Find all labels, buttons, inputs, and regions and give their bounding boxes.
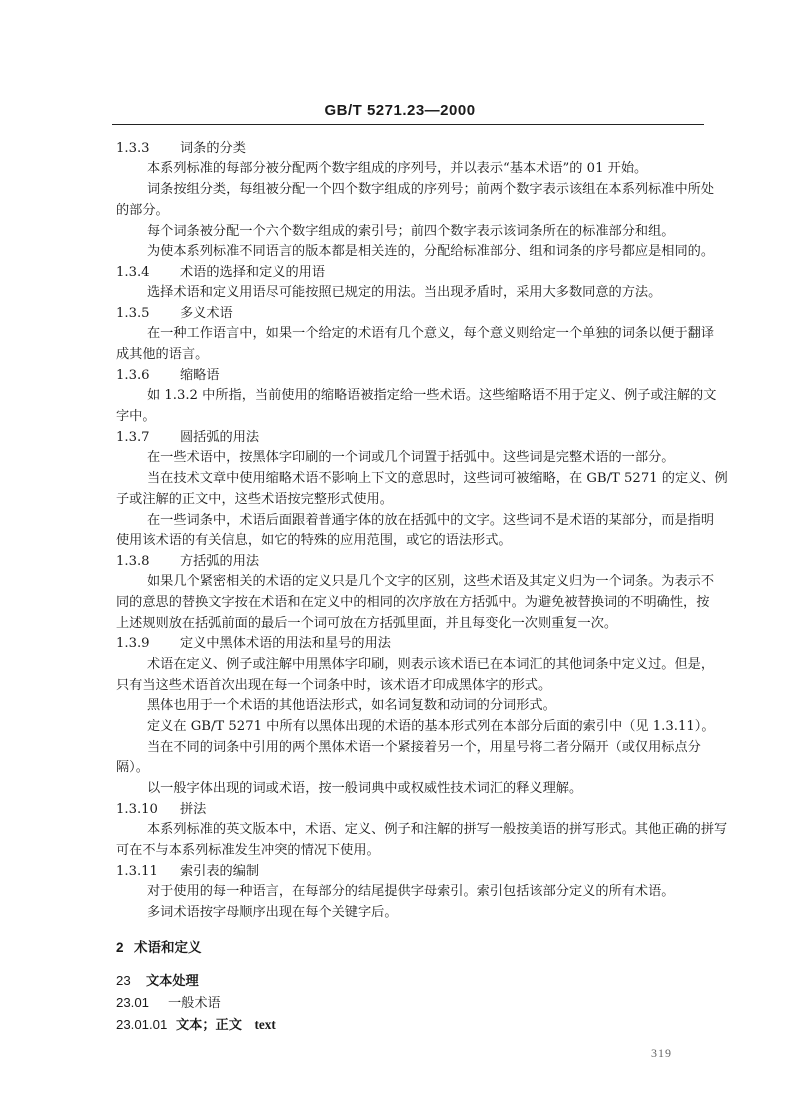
paragraph: 以一般字体出现的词或术语，按一般词典中或权威性技术词汇的释义理解。 [147,781,583,796]
paragraph: 对于使用的每一种语言，在每部分的结尾提供字母索引。索引包括该部分定义的所有术语。 [147,884,675,899]
paragraph: 在一些词条中，术语后面跟着普通字体的放在括弧中的文字。这些词不是术语的某部分，而是指明 [147,513,715,528]
section-title: 术语的选择和定义的用语 [180,265,326,280]
paragraph: 多词术语按字母顺序出现在每个关键字后。 [147,905,398,920]
section-title: 圆括弧的用法 [180,430,260,445]
section-title: 方括弧的用法 [180,554,260,569]
section-title: 拼法 [180,802,207,817]
section-heading-1-3-10 [116,801,206,819]
paragraph-continuation: 字中。 [116,409,156,424]
document-header: GB/T 5271.23—2000 [324,102,476,119]
section-heading-1-3-11 [116,863,259,881]
section-number: 1.3.7 [116,430,150,445]
section-heading-1-3-6 [116,367,220,385]
subgroup-title: 一般术语 [168,996,221,1011]
section-number: 1.3.11 [116,864,158,879]
section-heading-1-3-8 [116,553,259,571]
chapter-title: 术语和定义 [134,940,202,956]
paragraph-continuation: 成其他的语言。 [116,347,209,362]
paragraph: 在一种工作语言中，如果一个给定的术语有几个意义，每个意义则给定一个单独的词条以便于翻译 [147,326,715,341]
paragraph: 黑体也用于一个术语的其他语法形式，如名词复数和动词的分词形式。 [147,698,556,713]
section-heading-1-3-3 [116,140,246,158]
section-heading-1-3-4 [116,264,325,282]
paragraph: 本系列标准的每部分被分配两个数字组成的序列号，并以表示“基本术语”的 01 开始。 [147,161,648,176]
page-number: 319 [651,1046,672,1060]
group-number: 23 [116,973,131,988]
paragraph-continuation: 可在不与本系列标准发生冲突的情况下使用。 [116,843,380,858]
paragraph: 本系列标准的英文版本中，术语、定义、例子和注解的拼写一般按美语的拼写形式。其他正确的拼写 [147,822,728,837]
term-entry [116,1016,276,1035]
subgroup-heading [116,994,221,1013]
paragraph: 如 1.3.2 中所指，当前使用的缩略语被指定给一些术语。这些缩略语不用于定义、例子或注解的文 [147,388,717,403]
paragraph: 每个词条被分配一个六个数字组成的索引号；前四个数字表示该词条所在的标准部分和组。 [147,224,675,239]
group-heading [116,972,199,991]
section-number: 1.3.5 [116,306,150,321]
paragraph-continuation: 的部分。 [116,203,169,218]
section-number: 1.3.10 [116,802,158,817]
paragraph: 为使本系列标准不同语言的版本都是相关连的，分配给标准部分、组和词条的序号都应是相同的。 [147,244,715,259]
header-rule [112,124,704,125]
section-title: 定义中黑体术语的用法和星号的用法 [180,636,391,651]
section-number: 1.3.4 [116,265,150,280]
section-number: 1.3.8 [116,554,150,569]
group-title: 文本处理 [146,974,199,989]
section-heading-1-3-5 [116,305,233,323]
chapter-number: 2 [116,940,124,955]
paragraph-continuation: 隔）。 [116,760,149,775]
section-heading-1-3-9 [116,635,391,653]
section-number: 1.3.9 [116,636,150,651]
paragraph: 定义在 GB/T 5271 中所有以黑体出现的术语的基本形式列在本部分后面的索引中（见 1.3.11）。 [147,719,715,734]
paragraph-continuation: 子或注解的正文中，这些术语按完整形式使用。 [116,492,393,507]
paragraph: 当在不同的词条中引用的两个黑体术语一个紧接着另一个，用星号将二者分隔开（或仅用标点分 [147,740,701,755]
entry-term: 文本；正文 [176,1018,242,1033]
paragraph: 如果几个紧密相关的术语的定义只是几个文字的区别，这些术语及其定义归为一个词条。为表示不 [147,574,715,589]
paragraph-continuation: 只有当这些术语首次出现在每一个词条中时，该术语才印成黑体字的形式。 [116,678,552,693]
section-title: 缩略语 [180,368,220,383]
section-title: 索引表的编制 [180,864,260,879]
paragraph: 术语在定义、例子或注解中用黑体字印刷，则表示该术语已在本词汇的其他词条中定义过。但是， [147,657,715,672]
paragraph: 词条按组分类，每组被分配一个四个数字组成的序列号；前两个数字表示该组在本系列标准中所处 [147,182,715,197]
paragraph-continuation: 使用该术语的有关信息，如它的特殊的应用范围，或它的语法形式。 [116,533,512,548]
chapter-heading [116,939,202,957]
section-title: 多义术语 [180,306,233,321]
section-number: 1.3.6 [116,368,150,383]
entry-english-term: text [254,1017,276,1032]
subgroup-number: 23.01 [116,995,150,1010]
paragraph-continuation: 同的意思的替换文字按在术语和在定义中的相同的次序放在方括弧中。为避免被替换词的不明确性，按 [116,595,710,610]
section-heading-1-3-7 [116,429,259,447]
paragraph: 选择术语和定义用语尽可能按照已规定的用法。当出现矛盾时，采用大多数同意的方法。 [147,285,662,300]
paragraph: 当在技术文章中使用缩略术语不影响上下文的意思时，这些词可被缩略，在 GB/T 5271 的定义、例 [147,471,728,486]
paragraph-continuation: 上述规则放在括弧前面的最后一个词可放在方括弧里面，并且每变化一次则重复一次。 [116,616,618,631]
entry-number: 23.01.01 [116,1017,168,1032]
section-number: 1.3.3 [116,141,150,156]
section-title: 词条的分类 [180,141,246,156]
paragraph: 在一些术语中，按黑体字印刷的一个词或几个词置于括弧中。这些词是完整术语的一部分。 [147,450,675,465]
